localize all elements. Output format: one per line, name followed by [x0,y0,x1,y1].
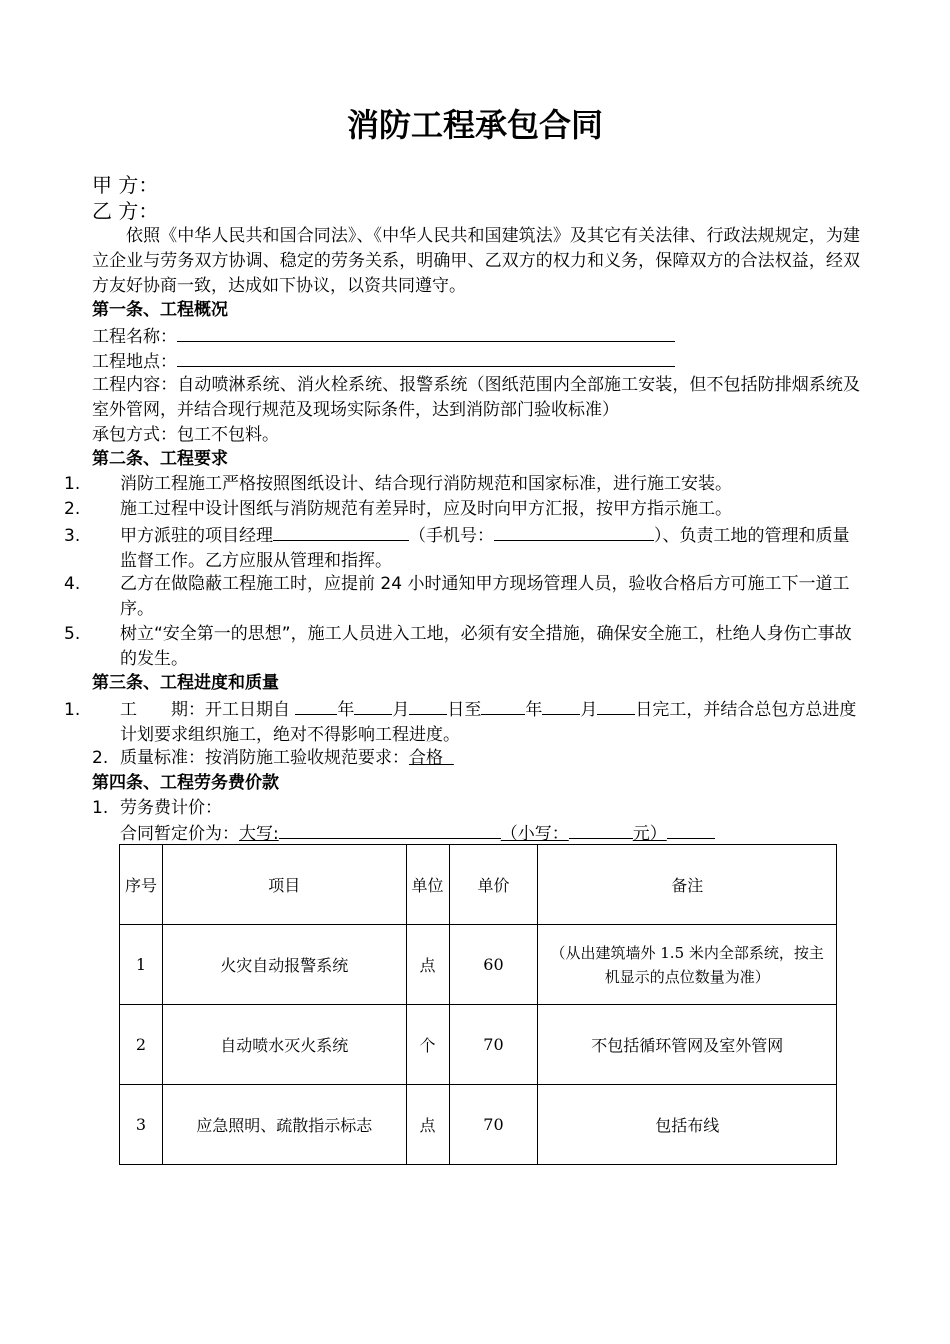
header-unit: 单位 [406,845,449,925]
list-item: 3. 甲方派驻的项目经理 （手机号： ）、负责工地的管理和质量监督工作。乙方应服从管理和指挥。 [92,522,860,574]
end-month-blank[interactable] [542,696,580,715]
project-name-label: 工程名称： [92,327,177,347]
cell-note: 不包括循环管网及室外管网 [538,1005,837,1085]
article4-heading: 第四条、工程劳务费价款 [92,773,279,793]
manager-phone-blank[interactable] [494,522,654,541]
project-location-label: 工程地点： [92,352,177,372]
contract-mode: 承包方式：包工不包料。 [92,425,279,445]
table-row [120,1005,837,1085]
header-price: 单价 [449,845,538,925]
cell-unit: 个 [406,1005,449,1085]
cell-unit: 点 [406,925,449,1005]
party-b-label: 乙 方： [92,199,159,223]
project-location-blank[interactable] [177,348,675,367]
cell-price: 70 [449,1085,538,1165]
party-a-label: 甲 方： [92,173,159,197]
list-item: 4. 乙方在做隐蔽工程施工时，应提前 24 小时通知甲方现场管理人员，验收合格后方可施工下一道工序。 [64,574,850,619]
table-header-row [120,845,837,925]
table-row [120,925,837,1005]
start-month-blank[interactable] [354,696,392,715]
contract-price-row [120,820,715,847]
project-name-row [92,323,675,350]
cell-item: 自动喷水灭火系统 [162,1005,406,1085]
schedule-item: 1. 工 期：开工日期自 年 月 日至 年 月 日完工，并结合总包方总进度计划要求组织施工，绝对不得影响工程进度。 [92,696,860,748]
project-location-row [92,348,675,375]
cell-unit: 点 [406,1085,449,1165]
fee-table [119,844,837,1165]
quality-value: 合格 [409,748,443,768]
price-upper-blank[interactable] [279,820,501,839]
cell-note: （从出建筑墙外 1.5 米内全部系统，按主机显示的点位数量为准） [538,925,837,1005]
list-item: 1. 消防工程施工严格按照图纸设计、结合现行消防规范和国家标准，进行施工安装。 [64,474,732,494]
table-row [120,1085,837,1165]
end-year-blank[interactable] [481,696,525,715]
quality-standard: 2. 质量标准：按消防施工验收规范要求：合格 [92,748,443,768]
end-day-blank[interactable] [597,696,635,715]
document-title: 消防工程承包合同 [346,106,603,144]
project-name-blank[interactable] [177,323,675,342]
cell-price: 70 [449,1005,538,1085]
cell-item: 应急照明、疏散指示标志 [162,1085,406,1165]
price-lower-label: （小写： [500,824,569,844]
cell-item: 火灾自动报警系统 [162,925,406,1005]
intro-paragraph: 依照《中华人民共和国合同法》、《中华人民共和国建筑法》及其它有关法律、行政法规规定，为建立企业与劳务双方协调、稳定的劳务关系，明确甲、乙双方的权力和义务，保障双方的合法权益，经双方友好协商一致，达成如下协议，以资共同遵守。 [92,226,860,296]
cell-price: 60 [449,925,538,1005]
article3-heading: 第三条、工程进度和质量 [92,673,279,693]
start-day-blank[interactable] [409,696,447,715]
cell-seq: 2 [120,1005,163,1085]
project-content: 工程内容：自动喷淋系统、消火栓系统、报警系统（图纸范围内全部施工安装，但不包括防排烟系统及室外管网，并结合现行规范及现场实际条件，达到消防部门验收标准） [92,375,860,420]
cell-seq: 1 [120,925,163,1005]
cell-seq: 3 [120,1085,163,1165]
fee-pricing-item: 1. 劳务费计价： [92,798,222,818]
header-seq: 序号 [120,845,163,925]
contract-price-label: 合同暂定价为： [120,824,239,844]
header-note: 备注 [538,845,837,925]
list-item: 5. 树立“安全第一的思想”，施工人员进入工地，必须有安全措施，确保安全施工，杜绝人身伤亡事故的发生。 [64,624,852,669]
article1-heading: 第一条、工程概况 [92,300,228,320]
price-upper-label: 大写: [239,824,279,844]
cell-note: 包括布线 [538,1085,837,1165]
price-unit: 元） [632,824,667,844]
article2-heading: 第二条、工程要求 [92,449,228,469]
header-item: 项目 [162,845,406,925]
manager-name-blank[interactable] [273,522,409,541]
start-year-blank[interactable] [295,696,337,715]
list-item: 2. 施工过程中设计图纸与消防规范有差异时，应及时向甲方汇报，按甲方指示施工。 [64,499,732,519]
price-lower-blank[interactable] [569,820,633,839]
